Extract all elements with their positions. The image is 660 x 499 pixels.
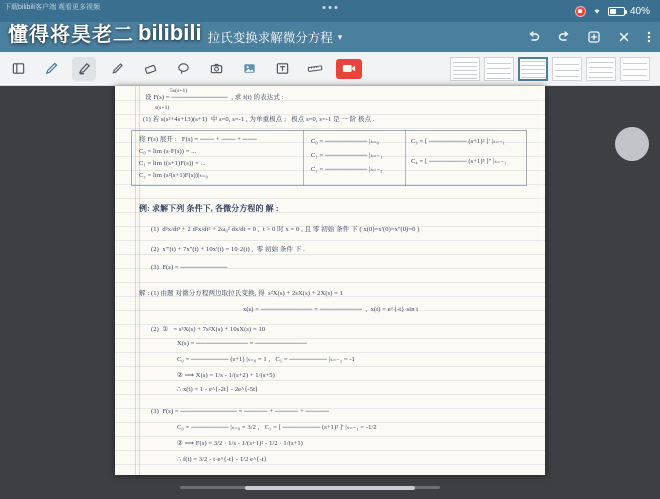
page-view-icon[interactable] [6,57,30,81]
more-vertical-icon[interactable] [646,29,652,45]
handwriting-line: x(s) = ─────────── = ───────── , x(t) = e^{-t}·sin t [243,306,419,313]
handwriting-line: ② ⟹ X(s) = 1/s - 1/(s+2) + 1/(s+5) [177,372,275,379]
handwriting-line: (3) F(s) = ──────────── = ───── + ───── + ───── [151,408,330,415]
redo-icon[interactable] [556,29,572,45]
undo-icon[interactable] [526,29,542,45]
ruler-icon[interactable] [303,57,327,81]
handwriting-line: C₃ = [ ──────── (s+1)² ]' |ₛ₌₋₁ [411,138,506,145]
notebook-page[interactable] [115,86,545,475]
camera-capture-icon[interactable] [204,57,228,81]
page-thumb-1[interactable] [450,57,480,81]
pencil-icon[interactable] [105,57,129,81]
handwriting-line: ∴ x(t) = 1 - e^{-2t} - 2e^{-5t} [177,386,259,393]
handwriting-line: C₁ = ───────── |ₛ₌₋₁ [311,152,383,159]
bilibili-watermark [8,18,202,47]
floating-assistant-button[interactable] [615,127,649,161]
eraser-icon[interactable] [138,57,162,81]
handwriting-line: X(s) = ─────────── = ─────────── [177,340,307,347]
canvas-area[interactable] [0,86,660,499]
text-box-icon[interactable] [270,57,294,81]
page-title: 拉氏变换求解微分方程 [207,31,333,45]
chevron-down-icon[interactable]: ▾ [337,31,343,42]
wifi-icon [591,5,603,18]
handwriting-line: (3) F(s) = ────────── [151,264,228,271]
handwriting-line: C₀ = ───────── |ₛ₌₀ [311,138,379,145]
pen-icon[interactable] [39,57,63,81]
handwriting-line: C₀ = lim (s·F(s)) = ... [139,148,197,155]
handwriting-line: ∴ f(t) = 3/2 - t·e^{-t} - 1/2 e^{-t} [177,456,267,463]
handwriting-line: s(s+1) [155,105,170,111]
page-thumb-6[interactable] [620,57,650,81]
handwriting-line: 5s(s+1) [170,88,188,94]
highlighter-icon[interactable] [72,57,96,81]
handwriting-line: C₁ = lim ((s+1)F(s)) = ... [139,160,206,167]
handwriting-line: C₀ = ──────── |ₛ₌₀ = 3/2 , C₁ = [ ──────── (s+1)² ]' |ₛ₌₋₁ = -1/2 [177,424,377,431]
handwriting-line: (2) x'''(t) + 7x''(t) + 10x'(t) = 10·2(t) , 零 初始 条件 下 . [151,246,305,253]
handwriting-line: C₂ = lim (s²(s+1)F(s))|ₛ₌₀ [139,172,208,179]
screen-record-button[interactable] [336,59,362,79]
page-thumb-3[interactable] [518,57,548,81]
home-indicator[interactable] [245,486,415,490]
handwriting-line: (1) 若 s(s²+4s+13)(s+1) 中 s=0, s=-1 , 为单重极点 ; 极点 s=0, s=-1 是 一 阶 极点 . [143,116,375,123]
page-thumb-5[interactable] [586,57,616,81]
bilibili-logo: bilibili [138,19,202,45]
page-thumb-4[interactable] [552,57,582,81]
handwriting-line: 设 F(s) = ──────────── , 求 f(t) 的表达式 : [145,94,284,101]
handwriting-line: 将 F(s) 展开 : F(s) = ─── + ─── + ─── [139,136,257,143]
handwriting-line: ② ⟹ F(s) = 3/2 · 1/s - 1/(s+1)² - 1/2 · 1/(s+1) [177,440,303,447]
handwriting-line: 解 : (1) 由题 对微分方程两边取拉氏变换, 得 s²X(s) + 2sX(s) + 2X(s) = 1 [139,290,344,297]
record-icon[interactable] [575,6,586,17]
close-icon[interactable] [616,29,632,45]
handwriting-line: C₀ = ──────── (s+1) |ₛ₌₀ = 1 , C₁ = ──────── |ₛ₌₋₂ = -1 [177,356,355,363]
plus-box-icon[interactable] [586,29,602,45]
page-thumbnail-list [450,57,654,81]
handwriting-line: (1) d³x/dt³ + 2 d²x/dt² + 2ω₀² dx/dt = 0 , t > 0 时 x = 0 , 且 零 初始 条件 下 ( x(0)=x'(0)=x''(0)=0 ) [151,226,420,233]
lasso-select-icon[interactable] [171,57,195,81]
handwriting-heading: 例: 求解下列 条件下, 各微分方程的 解 : [139,204,279,213]
battery-icon [608,7,625,16]
battery-level: 40% [629,5,650,17]
tool-strip [0,52,660,86]
page-vertical-scrollbar[interactable] [540,92,543,242]
page-thumb-2[interactable] [484,57,514,81]
status-bar-dots [323,6,338,9]
image-insert-icon[interactable] [237,57,261,81]
download-hint-text: 下载bilibili客户端 观看更多视频 [4,4,101,11]
uploader-name: 懂得将昊老二 [8,24,134,46]
handwriting-line: (2) ① = s³X(s) + 7s²X(s) + 10sX(s) = 10 [151,326,266,333]
handwriting-line: C₂ = ───────── |ₛ₌₋₂ [311,166,383,173]
handwriting-line: C₄ = [ ──────── (s+1)³ ]'' |ₛ₌₋₁ [411,158,507,165]
